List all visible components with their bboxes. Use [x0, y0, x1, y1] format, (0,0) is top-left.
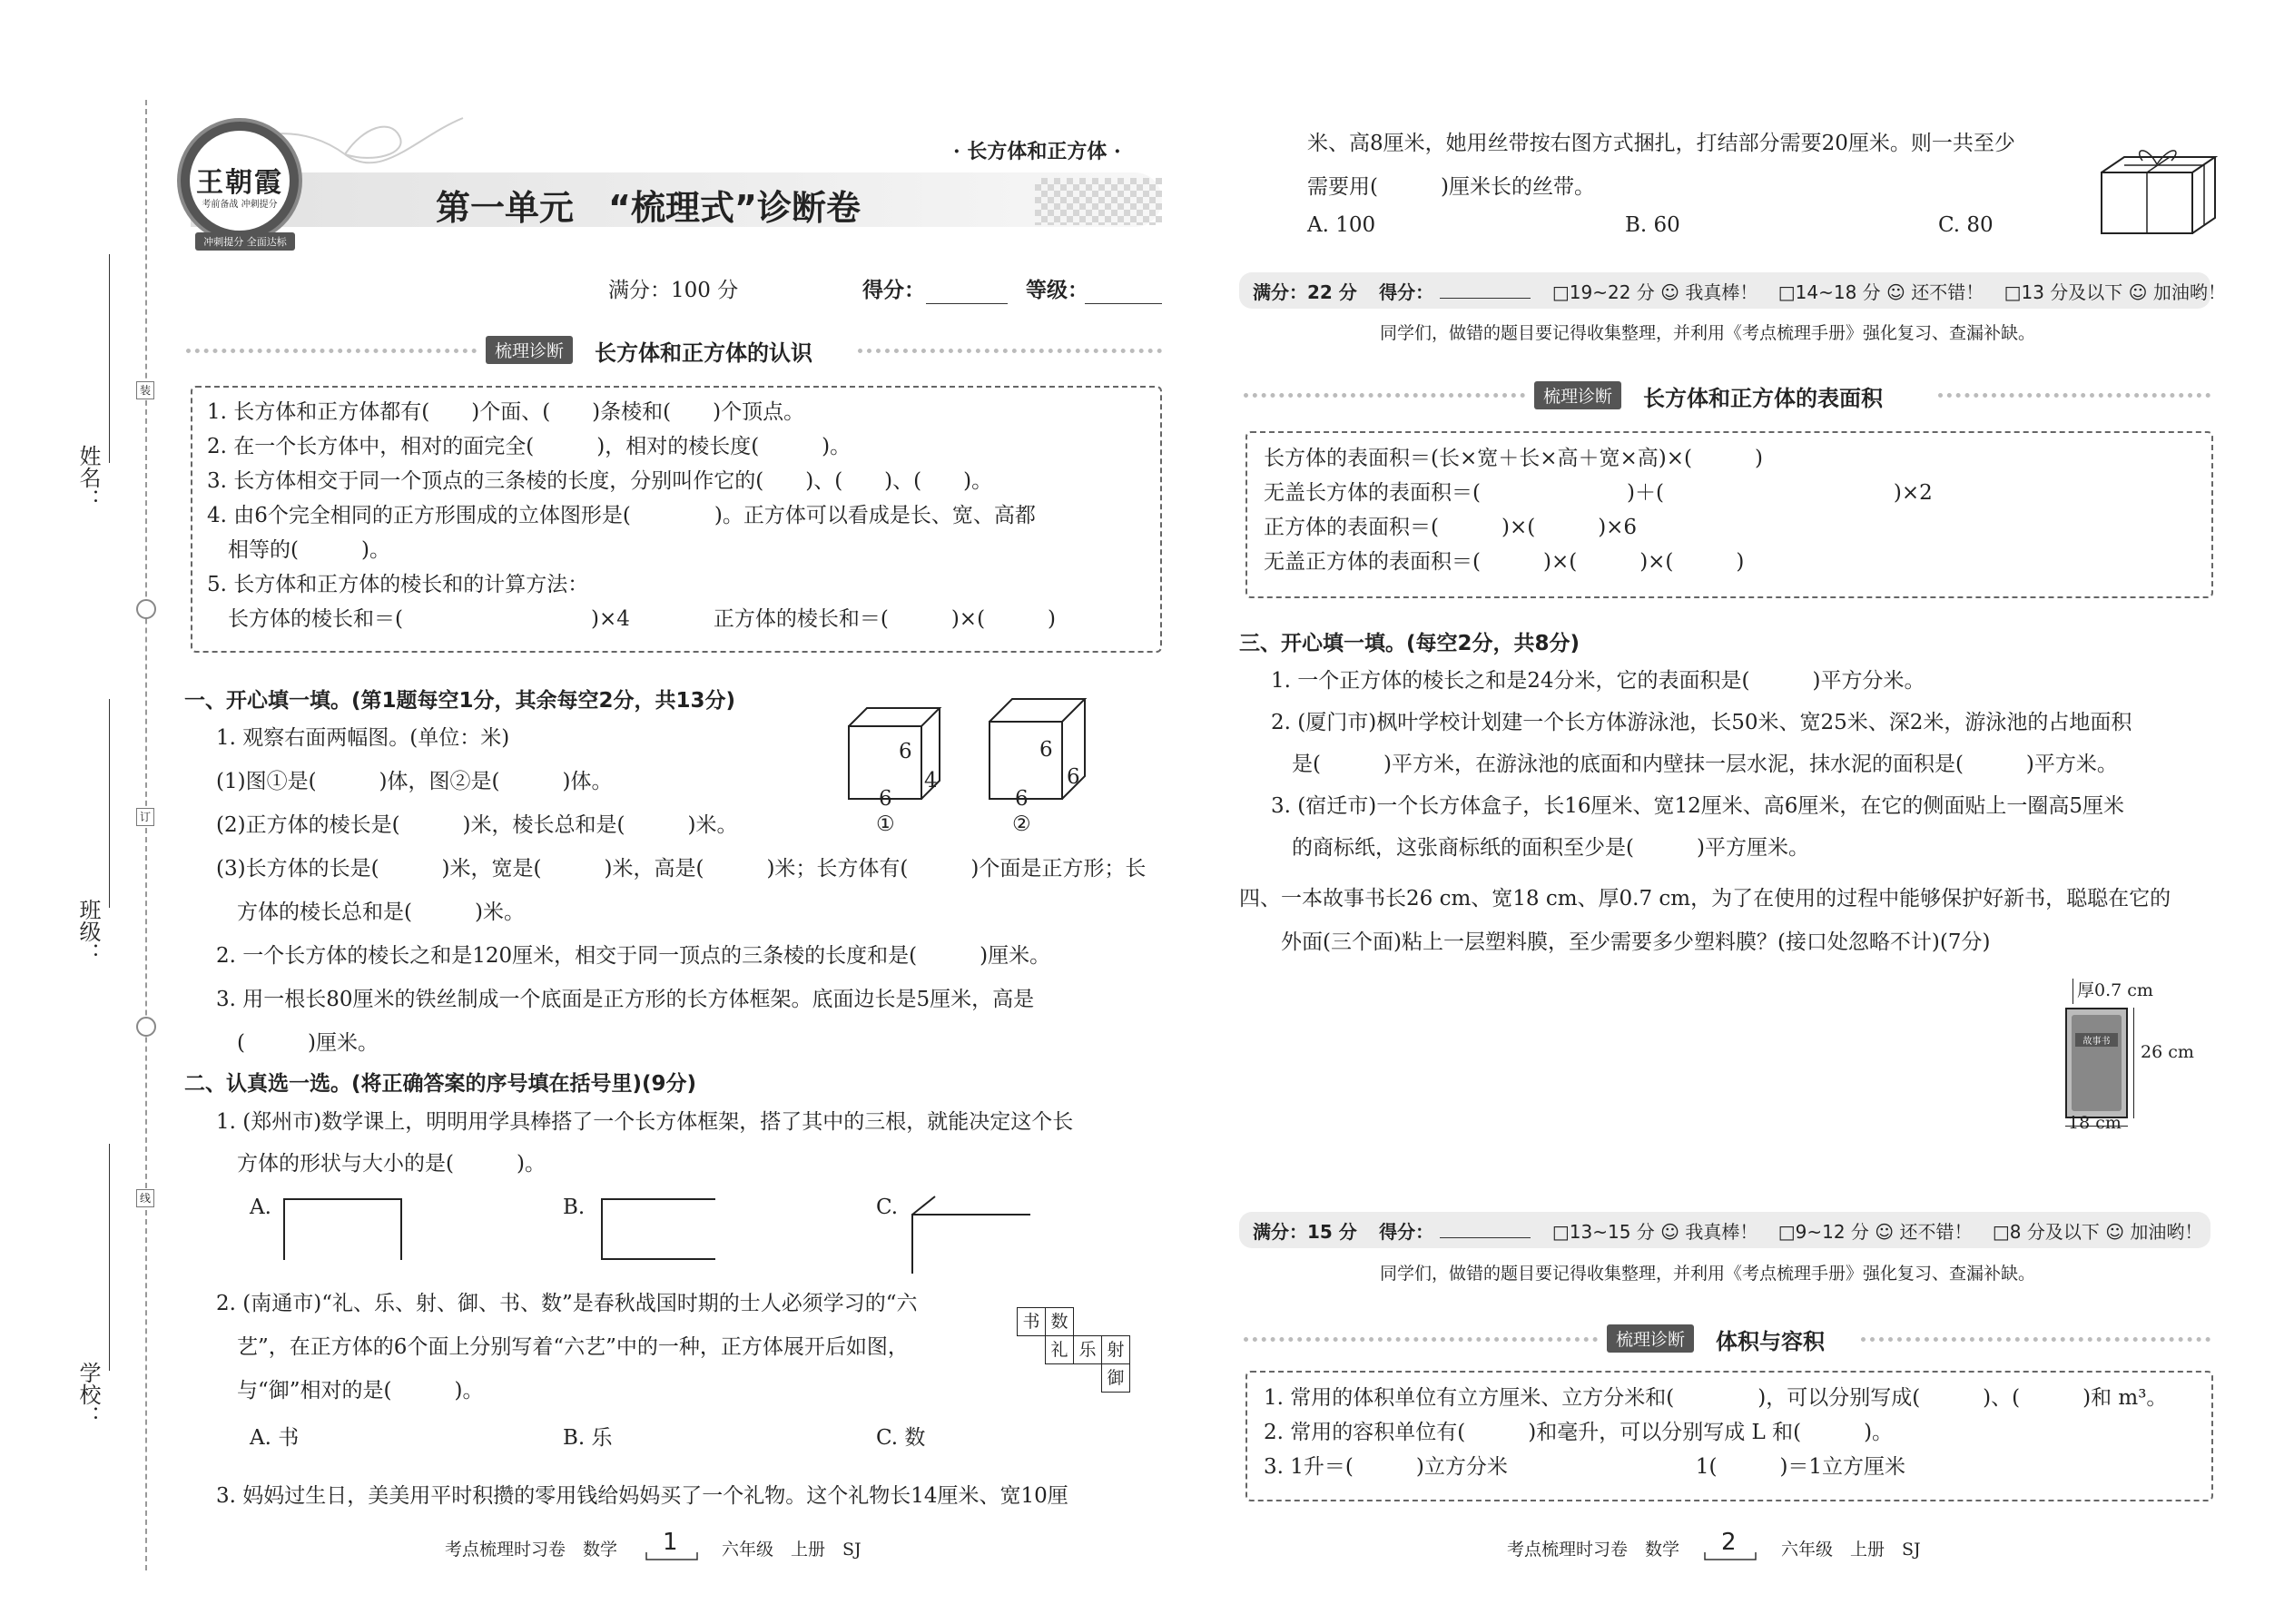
review-line: 无盖长方体的表面积＝( )＋( )×2: [1264, 481, 1933, 505]
page-number: 1: [663, 1529, 678, 1556]
book-height-line: [2133, 1008, 2134, 1118]
score-option-text: 还不错！: [1899, 1221, 1973, 1243]
section-tag: 梳理诊断: [1607, 1324, 1694, 1353]
book-height: 26 cm: [2141, 1042, 2194, 1062]
smile-icon: ☺: [1660, 281, 1680, 303]
fig1-height-label: 6: [899, 740, 912, 763]
option-a[interactable]: A. 书: [250, 1426, 300, 1450]
net-cell: 礼: [1045, 1335, 1074, 1364]
score-field[interactable]: [1440, 298, 1531, 299]
net-cell: 射: [1101, 1335, 1130, 1364]
smile-icon: ☺: [2128, 281, 2148, 303]
review-line: 1. 长方体和正方体都有( )个面、( )条棱和( )个顶点。: [207, 400, 805, 424]
score-field[interactable]: [926, 303, 1008, 304]
section-title: 长方体和正方体的表面积: [1643, 386, 1883, 411]
option-b[interactable]: B.: [563, 1196, 586, 1219]
part1-title: 一、开心填一填。(第1题每空1分，其余每空2分，共13分): [184, 689, 736, 713]
option-b[interactable]: B. 60: [1625, 213, 1680, 237]
net-cell: 书: [1017, 1307, 1046, 1336]
right-q3-cont: [1307, 127, 2015, 214]
question-line: 2. (厦门市)枫叶学校计划建一个长方体游泳池，长50米、宽25米、深2米，游泳池的占地面积: [1271, 711, 2132, 734]
book-width: 18 cm: [2068, 1113, 2122, 1133]
section-title: 体积与容积: [1716, 1329, 1825, 1354]
fig2-depth-label: 6: [1067, 765, 1080, 789]
score-option[interactable]: □13 分及以下: [2004, 281, 2123, 303]
review-note: 同学们，做错的题目要记得收集整理，并利用《考点梳理手册》强化复习、查漏补缺。: [1380, 323, 2036, 343]
smile-icon: ☺: [2105, 1221, 2125, 1243]
question-line: 2. 一个长方体的棱长之和是120厘米，相交于同一顶点的三条棱的长度和是( )厘米。: [216, 944, 1051, 968]
logo-subtitle: 考前备战 冲刺提分: [202, 200, 278, 210]
score-option[interactable]: □9~12 分: [1777, 1221, 1869, 1243]
review-line: 2. 在一个长方体中，相对的面完全( )，相对的棱长度( )。: [207, 435, 852, 458]
question-line: 1. (郑州市)数学课上，明明用学具棒搭了一个长方体框架，搭了其中的三根，就能决定这个长: [216, 1110, 1074, 1134]
question-line: 艺”，在正方体的6个面上分别写着“六艺”中的一种，正方体展开后如图，: [216, 1335, 909, 1359]
question-line: (1)图①是( )体，图②是( )体。: [216, 770, 613, 793]
score-option[interactable]: □19~22 分: [1551, 281, 1655, 303]
school-underline: [109, 1144, 110, 1371]
question-line: 与“御”相对的是( )。: [216, 1379, 484, 1403]
review-line: 2. 常用的容积单位有( )和毫升，可以分别写成 L 和( )。: [1264, 1421, 1894, 1444]
question-line: 3. (宿迁市)一个长方体盒子，长16厘米、宽12厘米、高6厘米，在它的侧面贴上一圈高5厘米: [1271, 794, 2125, 818]
header-checker: [1035, 178, 1162, 225]
cube-net: [1017, 1307, 1135, 1398]
footer-right: 六年级 上册 SJ: [1781, 1540, 1921, 1560]
score-bar-content: [1253, 1217, 2202, 1244]
score-option-text: 我真棒！: [1685, 281, 1758, 303]
name-underline: [109, 254, 110, 463]
review-line: 无盖正方体的表面积＝( )×( )×( ): [1264, 550, 1745, 574]
part3-title: 三、开心填一填。(每空2分，共8分): [1239, 632, 1580, 655]
review-line: 长方体的表面积＝(长×宽＋长×高＋宽×高)×( ): [1264, 447, 1763, 470]
grade-label: 等级：: [1026, 278, 1088, 302]
review-line: 相等的( )。: [207, 538, 390, 562]
question-line: 需要用( )厘米长的丝带。: [1307, 175, 1595, 199]
fig2-height-label: 6: [1039, 738, 1053, 762]
binding-hole: [136, 599, 156, 619]
book-cover-title: 故事书: [2075, 1033, 2118, 1047]
score-field[interactable]: [1440, 1237, 1531, 1238]
score-total: 满分：22 分: [1253, 281, 1357, 303]
binding-mark-ding: 订: [136, 808, 154, 826]
page-number-bracket: [1703, 1550, 1757, 1563]
question-line: 米、高8厘米，她用丝带按右图方式捆扎，打结部分需要20厘米。则一共至少: [1307, 132, 2015, 155]
net-cell: 数: [1045, 1307, 1074, 1336]
name-label: 姓名：: [75, 445, 101, 510]
question-line: 3. 妈妈过生日，美美用平时积攒的零用钱给妈妈买了一个礼物。这个礼物长14厘米、宽10厘: [216, 1484, 1068, 1508]
section-divider: [1244, 1337, 1598, 1342]
net-cell: 御: [1101, 1363, 1130, 1393]
question-line: 2. (南通市)“礼、乐、射、御、书、数”是春秋战国时期的士人必须学习的“六: [216, 1292, 918, 1315]
net-cell: 乐: [1073, 1335, 1102, 1364]
option-c[interactable]: C. 数: [876, 1426, 926, 1450]
score-label: 得分：: [1379, 281, 1434, 303]
grade-field[interactable]: [1085, 303, 1162, 304]
book-figure: [2065, 1008, 2128, 1118]
book-thickness: 厚0.7 cm: [2077, 980, 2153, 1000]
question-line: 是( )平方米，在游泳池的底面和内壁抹一层水泥，抹水泥的面积是( )平方米。: [1271, 753, 2118, 776]
class-underline: [109, 699, 110, 908]
score-total: 满分：15 分: [1253, 1221, 1357, 1243]
score-option-text: 加油哟！: [2152, 281, 2226, 303]
binding-mark-zhuang: 装: [136, 381, 154, 399]
fig1-width-label: 6: [879, 787, 892, 811]
smile-icon: ☺: [1886, 281, 1905, 303]
score-option[interactable]: □13~15 分: [1551, 1221, 1655, 1243]
option-a[interactable]: A. 100: [1307, 213, 1376, 237]
logo-banner: 冲刺提分 全面达标: [195, 232, 295, 251]
score-label: 得分：: [1379, 1221, 1434, 1243]
review-line: 3. 1升＝( )立方分米 1( )＝1立方厘米: [1264, 1455, 1906, 1479]
score-option-text: 我真棒！: [1685, 1221, 1758, 1243]
binding-mark-xian: 线: [136, 1189, 154, 1207]
score-bar-content: [1253, 278, 2226, 304]
part3-list: [1271, 664, 2132, 873]
review-line: 1. 常用的体积单位有立方厘米、立方分米和( )，可以分别写成( )、( )和 m³。: [1264, 1386, 2168, 1410]
page-number: 2: [1721, 1529, 1737, 1556]
section-divider: [858, 349, 1162, 353]
section-divider: [1244, 393, 1525, 398]
option-b-figure: [599, 1196, 717, 1262]
footer-left: 考点梳理时习卷 数学: [1507, 1540, 1680, 1560]
option-a[interactable]: A.: [250, 1196, 271, 1219]
smile-icon: ☺: [1660, 1221, 1680, 1243]
question-line: 3. 用一根长80厘米的铁丝制成一个底面是正方形的长方体框架。底面边长是5厘米，高是: [216, 988, 1035, 1011]
score-option[interactable]: □14~18 分: [1777, 281, 1881, 303]
question-line: 方体的棱长总和是( )米。: [216, 901, 525, 924]
footer-left: 考点梳理时习卷 数学: [445, 1540, 618, 1560]
score-option[interactable]: □8 分及以下: [1992, 1221, 2100, 1243]
question-line: ( )厘米。: [216, 1031, 379, 1055]
question-line: 的商标纸，这张商标纸的面积至少是( )平方厘米。: [1271, 836, 1809, 860]
smile-icon: ☺: [1875, 1221, 1895, 1243]
score-option-text: 还不错！: [1911, 281, 1984, 303]
logo: [177, 118, 302, 243]
school-label: 学校：: [75, 1362, 101, 1427]
section-title: 长方体和正方体的认识: [595, 340, 812, 366]
review-line: 正方体的表面积＝( )×( )×6: [1264, 516, 1638, 539]
page-title: 第一单元 “梳理式”诊断卷: [436, 188, 861, 228]
score-label: 得分：: [862, 278, 925, 302]
question-line: 1. 一个正方体的棱长之和是24分米，它的表面积是( )平方分米。: [1271, 669, 1925, 693]
logo-inner: [190, 131, 290, 231]
review-line: 4. 由6个完全相同的正方形围成的立体图形是( )。正方体可以看成是长、宽、高都: [207, 504, 1036, 527]
class-label: 班级：: [75, 899, 101, 964]
unit-topic: · 长方体和正方体 ·: [953, 140, 1121, 163]
footer-right: 六年级 上册 SJ: [722, 1540, 861, 1560]
question-line: 方体的形状与大小的是( )。: [216, 1152, 546, 1176]
fig2-width-label: 6: [1015, 787, 1029, 811]
option-c[interactable]: C.: [876, 1196, 899, 1219]
review-note: 同学们，做错的题目要记得收集整理，并利用《考点梳理手册》强化复习、查漏补缺。: [1380, 1264, 2036, 1284]
question-line: (3)长方体的长是( )米，宽是( )米，高是( )米；长方体有( )个面是正方形；长: [216, 857, 1147, 881]
page-number-bracket: [645, 1550, 699, 1563]
binding-hole: [136, 1017, 156, 1037]
section-tag: 梳理诊断: [1534, 381, 1621, 409]
fig1-depth-label: 4: [924, 769, 938, 792]
part2-title: 二、认真选一选。(将正确答案的序号填在括号里)(9分): [184, 1072, 697, 1096]
gift-box-figure: [2097, 141, 2220, 236]
book-cover: [2072, 1015, 2122, 1111]
section-tag: 梳理诊断: [486, 336, 573, 364]
binding-area: [54, 245, 182, 1516]
logo-text: 王朝霞: [196, 167, 283, 199]
option-a-figure: [281, 1196, 404, 1260]
review-list-volume: [1264, 1382, 2167, 1485]
option-b[interactable]: B. 乐: [563, 1426, 613, 1450]
option-c[interactable]: C. 80: [1938, 213, 1994, 237]
fig2-number: ②: [1012, 812, 1031, 836]
section-divider: [186, 349, 477, 353]
section-divider: [1938, 393, 2210, 398]
review-list-recognition: [207, 396, 1056, 637]
part4-list: [1239, 882, 2171, 969]
review-line: 3. 长方体相交于同一个顶点的三条棱的长度，分别叫作它的( )、( )、( )。: [207, 469, 993, 493]
review-line: 长方体的棱长和＝( )×4 正方体的棱长和＝( )×( ): [207, 607, 1057, 631]
review-line: 5. 长方体和正方体的棱长和的计算方法：: [207, 573, 589, 596]
question-line: 1. 观察右面两幅图。(单位：米): [216, 726, 510, 750]
review-list-surface: [1264, 442, 1933, 580]
score-option-text: 加油哟！: [2130, 1221, 2203, 1243]
question-line: 四、一本故事书长26 cm、宽18 cm、厚0.7 cm，为了在使用的过程中能够保护好新书，聪聪在它的: [1239, 887, 2171, 910]
section-divider: [1861, 1337, 2210, 1342]
question-line: 外面(三个面)粘上一层塑料膜，至少需要多少塑料膜？(接口处忽略不计)(7分): [1239, 930, 1991, 954]
option-c-figure: [908, 1189, 1035, 1275]
fig1-number: ①: [876, 812, 895, 836]
question-line: (2)正方体的棱长是( )米，棱长总和是( )米。: [216, 813, 738, 837]
book-thickness-arrow: [2072, 979, 2073, 1004]
score-total: 满分：100 分: [608, 279, 739, 302]
